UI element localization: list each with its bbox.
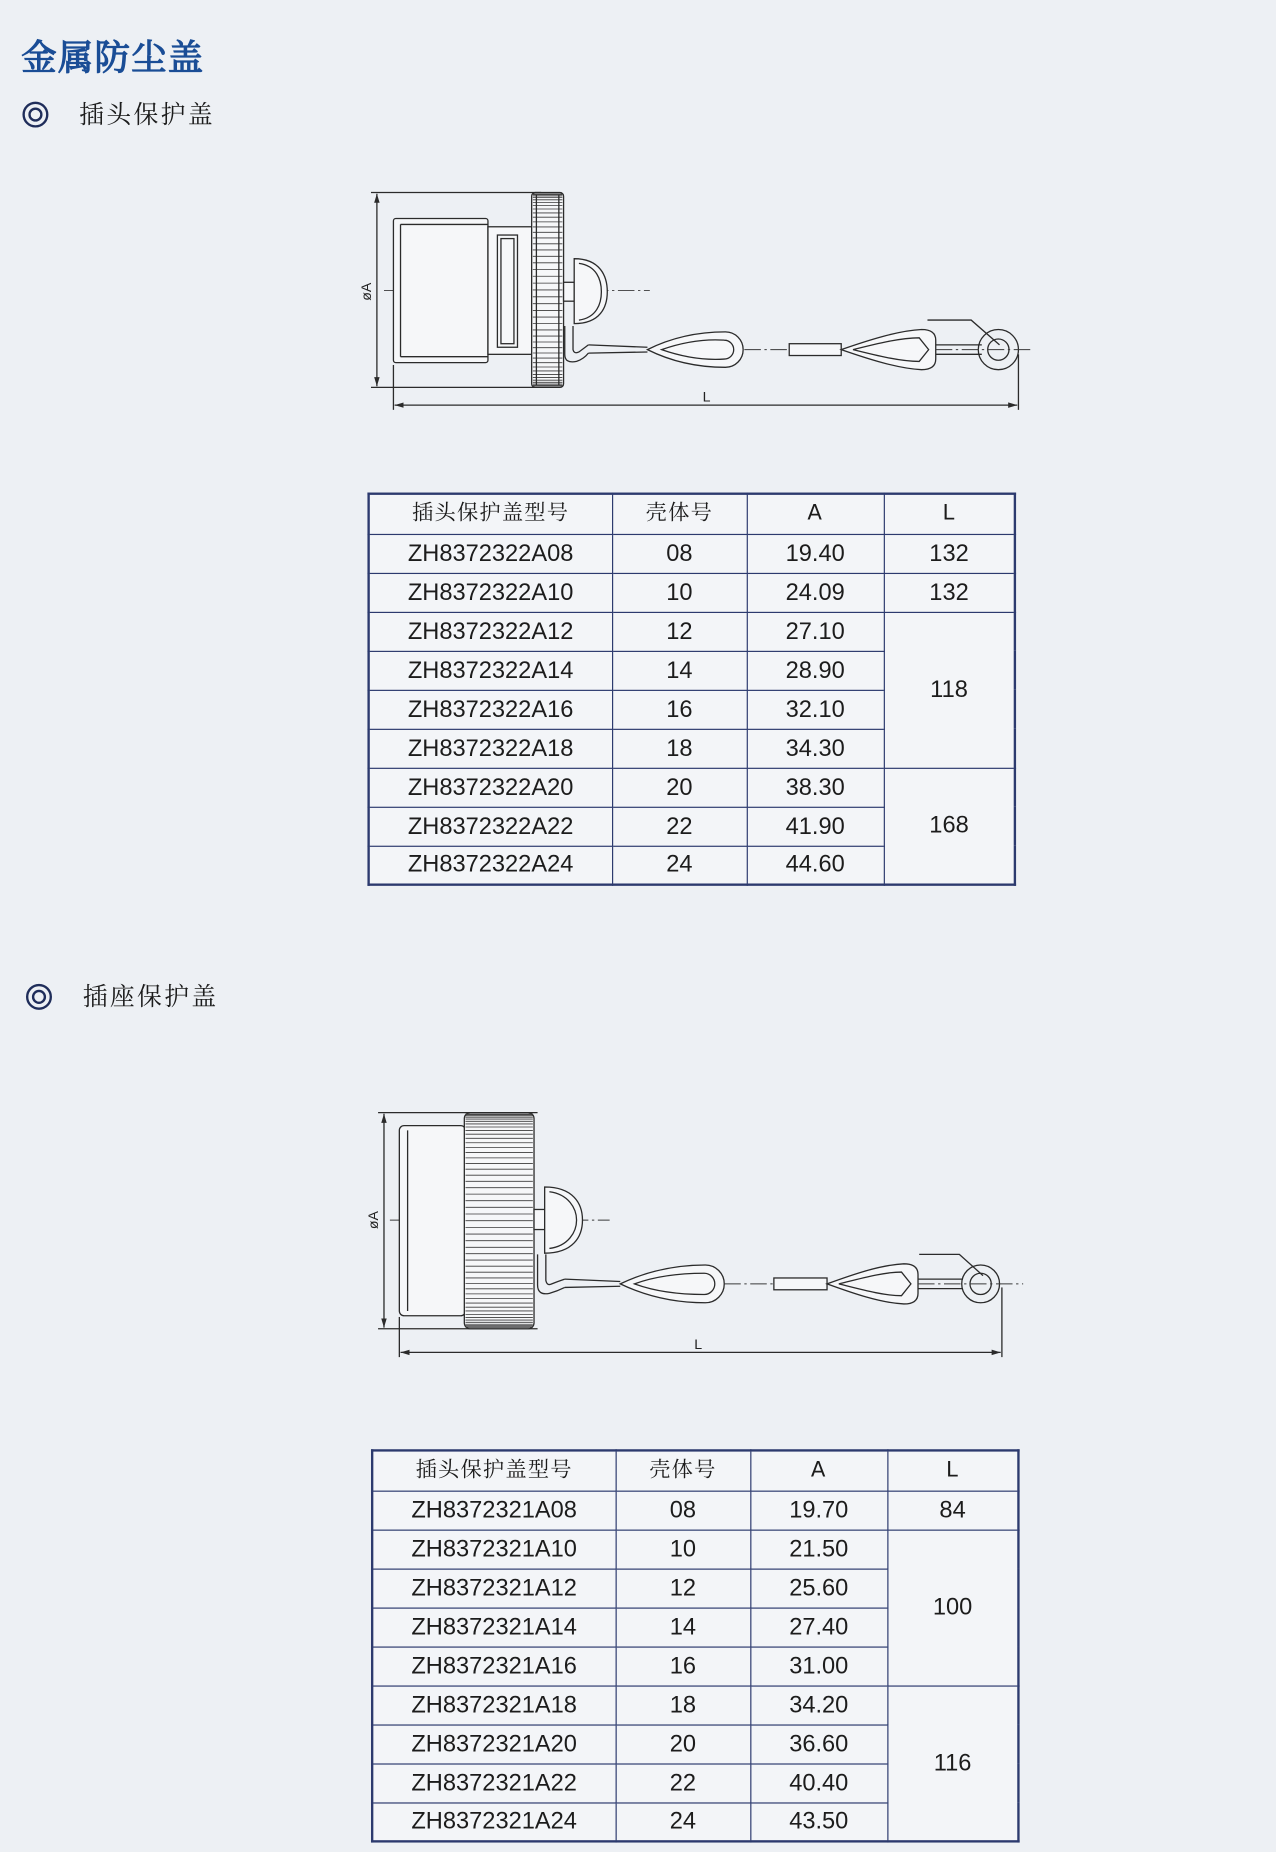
a-cell: 24.09 (747, 573, 884, 612)
l-cell: 84 (887, 1491, 1018, 1530)
model-cell: ZH8372321A18 (372, 1685, 615, 1724)
model-cell: ZH8372322A08 (369, 534, 612, 573)
double-circle-icon-inner (28, 107, 42, 121)
chain-wire (588, 345, 647, 347)
section-heading-receptacle-cap (26, 982, 262, 1013)
header-a: A (747, 494, 884, 534)
table-row (372, 1685, 1018, 1724)
shell-cell: 16 (612, 690, 747, 729)
double-circle-icon (26, 984, 52, 1010)
shell-cell: 18 (612, 729, 747, 768)
header-shell: 壳体号 (616, 1450, 751, 1490)
l-cell: 100 (887, 1530, 1018, 1686)
header-model: 插头保护盖型号 (372, 1450, 615, 1490)
shell-cell: 24 (616, 1802, 751, 1841)
length-label: L (702, 389, 711, 406)
section-title: 插座保护盖 (82, 982, 219, 1012)
l-cell: 168 (884, 768, 1015, 885)
shell-cell: 10 (612, 573, 747, 612)
l-cell: 116 (887, 1685, 1018, 1841)
shell-cell: 12 (612, 612, 747, 651)
leader-line (919, 1254, 983, 1275)
chain-wire (565, 1279, 621, 1281)
header-a: A (750, 1450, 887, 1490)
a-cell: 34.20 (750, 1685, 887, 1724)
shell-cell: 24 (612, 846, 747, 885)
a-cell: 19.70 (750, 1491, 887, 1530)
cap-collar (488, 227, 532, 355)
shell-cell: 14 (612, 651, 747, 690)
chain-hook (546, 1254, 565, 1284)
cap-body (399, 1113, 582, 1329)
a-cell: 21.50 (750, 1530, 887, 1569)
model-cell: ZH8372321A10 (372, 1530, 615, 1569)
model-cell: ZH8372321A22 (372, 1763, 615, 1802)
diameter-label: øA (366, 1211, 383, 1230)
model-cell: ZH8372322A14 (369, 651, 612, 690)
double-circle-icon (22, 102, 48, 128)
table-row (372, 1530, 1018, 1569)
model-cell: ZH8372321A20 (372, 1724, 615, 1763)
a-cell: 41.90 (747, 807, 884, 846)
model-cell: ZH8372321A16 (372, 1646, 615, 1685)
model-cell: ZH8372322A22 (369, 807, 612, 846)
header-model: 插头保护盖型号 (369, 494, 612, 534)
cap-sleeve (399, 1126, 465, 1316)
a-cell: 28.90 (747, 651, 884, 690)
shell-cell: 08 (616, 1491, 751, 1530)
table-row (369, 534, 1015, 573)
header-l: L (887, 1450, 1018, 1490)
shell-cell: 08 (612, 534, 747, 573)
header-l: L (884, 494, 1015, 534)
model-cell: ZH8372321A12 (372, 1569, 615, 1608)
a-cell: 43.50 (750, 1802, 887, 1841)
header-row (372, 1450, 1018, 1490)
cap-sleeve (393, 219, 488, 363)
a-cell: 36.60 (750, 1724, 887, 1763)
knob-neck (534, 1209, 545, 1229)
diameter-label: øA (358, 282, 375, 301)
chain-sleeve (774, 1278, 827, 1290)
shell-cell: 22 (616, 1763, 751, 1802)
shell-cell: 14 (616, 1608, 751, 1647)
plug-cap-spec-table (367, 493, 1016, 886)
cap-body (393, 193, 607, 388)
a-cell: 31.00 (750, 1646, 887, 1685)
page-title: 金属防尘盖 (21, 37, 205, 80)
header-row (369, 494, 1015, 534)
a-cell: 27.40 (750, 1608, 887, 1647)
model-cell: ZH8372321A24 (372, 1802, 615, 1841)
double-circle-icon-inner (32, 990, 46, 1004)
receptacle-cap-spec-table (371, 1449, 1020, 1842)
shell-cell: 20 (612, 768, 747, 807)
a-cell: 19.40 (747, 534, 884, 573)
chain-hook (538, 1254, 565, 1293)
length-label: L (694, 1336, 703, 1353)
a-cell: 27.10 (747, 612, 884, 651)
shell-cell: 12 (616, 1569, 751, 1608)
lanyard-chain (565, 320, 1031, 370)
shell-cell: 18 (616, 1685, 751, 1724)
model-cell: ZH8372321A14 (372, 1608, 615, 1647)
shell-cell: 22 (612, 807, 747, 846)
lanyard-chain (538, 1254, 1024, 1304)
table-row (369, 612, 1015, 651)
model-cell: ZH8372322A24 (369, 846, 612, 885)
chain-hook (565, 326, 589, 362)
chain-wire (565, 1286, 621, 1287)
section-title: 插头保护盖 (79, 100, 216, 129)
table-row (372, 1491, 1018, 1530)
section-heading-plug-cap (22, 99, 258, 130)
l-cell: 132 (884, 534, 1015, 573)
chain-wire (588, 352, 647, 353)
model-cell: ZH8372321A08 (372, 1491, 615, 1530)
a-cell: 40.40 (750, 1763, 887, 1802)
model-cell: ZH8372322A16 (369, 690, 612, 729)
a-cell: 34.30 (747, 729, 884, 768)
chain-sleeve (789, 344, 841, 356)
a-cell: 44.60 (747, 846, 884, 885)
shell-cell: 16 (616, 1646, 751, 1685)
receptacle-cap-drawing (360, 1098, 1039, 1364)
l-cell: 132 (884, 573, 1015, 612)
model-cell: ZH8372322A18 (369, 729, 612, 768)
knob-neck (564, 282, 575, 301)
model-cell: ZH8372322A12 (369, 612, 612, 651)
header-shell: 壳体号 (612, 494, 747, 534)
a-cell: 38.30 (747, 768, 884, 807)
shell-cell: 20 (616, 1724, 751, 1763)
table-row (369, 573, 1015, 612)
chain-hook (573, 326, 588, 353)
model-cell: ZH8372322A20 (369, 768, 612, 807)
shell-cell: 10 (616, 1530, 751, 1569)
a-cell: 32.10 (747, 690, 884, 729)
l-cell: 118 (884, 612, 1015, 768)
model-cell: ZH8372322A10 (369, 573, 612, 612)
plug-cap-drawing (354, 177, 1039, 419)
a-cell: 25.60 (750, 1569, 887, 1608)
table-row (369, 768, 1015, 807)
